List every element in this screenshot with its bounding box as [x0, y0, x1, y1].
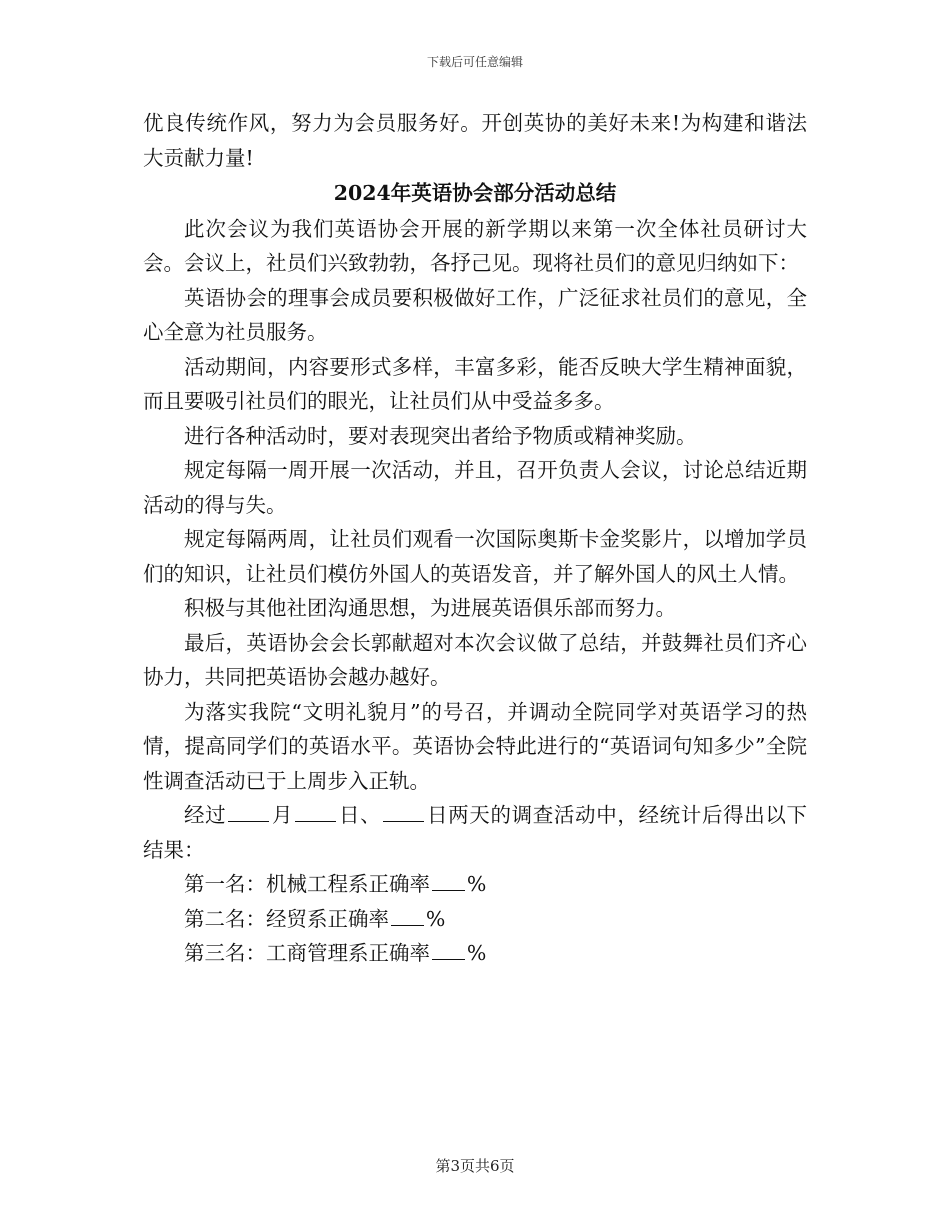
- result-label: 第二名：经贸系正确率: [184, 906, 389, 931]
- paragraph: 最后，英语协会会长郭献超对本次会议做了总结，并鼓舞社员们齐心协力，共同把英语协会越办越好。: [143, 630, 807, 689]
- page-footer: 第3页共6页: [435, 1157, 515, 1175]
- result-label: 第一名：机械工程系正确率: [184, 872, 430, 896]
- blank-line: [432, 867, 465, 891]
- document-title: 2024年英语协会部分活动总结: [333, 181, 617, 205]
- result-line: [143, 902, 807, 937]
- survey-text: 日、: [338, 803, 382, 827]
- result-label: 第三名：工商管理系正确率: [184, 941, 430, 965]
- paragraph: 进行各种活动时，要对表现突出者给予物质或精神奖励。: [184, 423, 697, 448]
- survey-text: 经过: [184, 803, 227, 827]
- blank-line: [295, 798, 336, 822]
- blank-line: [432, 936, 465, 960]
- intro-paragraph: 优良传统作风，努力为会员服务好。开创英协的美好未来!为构建和谐法大贡献力量!: [143, 111, 807, 170]
- result-unit: %: [425, 906, 446, 931]
- result-unit: %: [466, 941, 487, 965]
- survey-text: 月: [271, 803, 294, 827]
- result-line: [143, 867, 807, 902]
- result-line: [143, 936, 807, 971]
- paragraph: 英语协会的理事会成员要积极做好工作，广泛征求社员们的意见，全心全意为社员服务。: [143, 285, 807, 344]
- survey-paragraph: [143, 798, 807, 867]
- paragraph: 此次会议为我们英语协会开展的新学期以来第一次全体社员研讨大会。会议上，社员们兴致勃勃，各抒己见。现将社员们的意见归纳如下：: [143, 216, 807, 275]
- blank-line: [228, 798, 269, 822]
- document-body: [143, 106, 807, 971]
- paragraph: 规定每隔一周开展一次活动，并且，召开负责人会议，讨论总结近期活动的得与失。: [143, 458, 807, 517]
- result-unit: %: [466, 872, 487, 896]
- survey-text: 日两天的调查活动中，经统计后得出以下结果：: [143, 803, 808, 862]
- paragraph: 积极与其他社团沟通思想，为进展英语俱乐部而努力。: [184, 596, 676, 620]
- paragraph: 规定每隔两周，让社员们观看一次国际奥斯卡金奖影片，以增加学员们的知识，让社员们模仿外国人的英语发音，并了解外国人的风土人情。: [143, 527, 807, 586]
- paragraph: 为落实我院“文明礼貌月”的号召，并调动全院同学对英语学习的热情，提高同学们的英语水平。英语协会特此进行的“英语词句知多少”全院性调查活动已于上周步入正轨。: [143, 699, 807, 793]
- blank-line: [391, 902, 424, 926]
- paragraph: 活动期间，内容要形式多样，丰富多彩，能否反映大学生精神面貌，而且要吸引社员们的眼光，让社员们从中受益多多。: [143, 354, 807, 413]
- page-header: 下载后可任意编辑: [426, 55, 523, 69]
- blank-line: [383, 798, 424, 822]
